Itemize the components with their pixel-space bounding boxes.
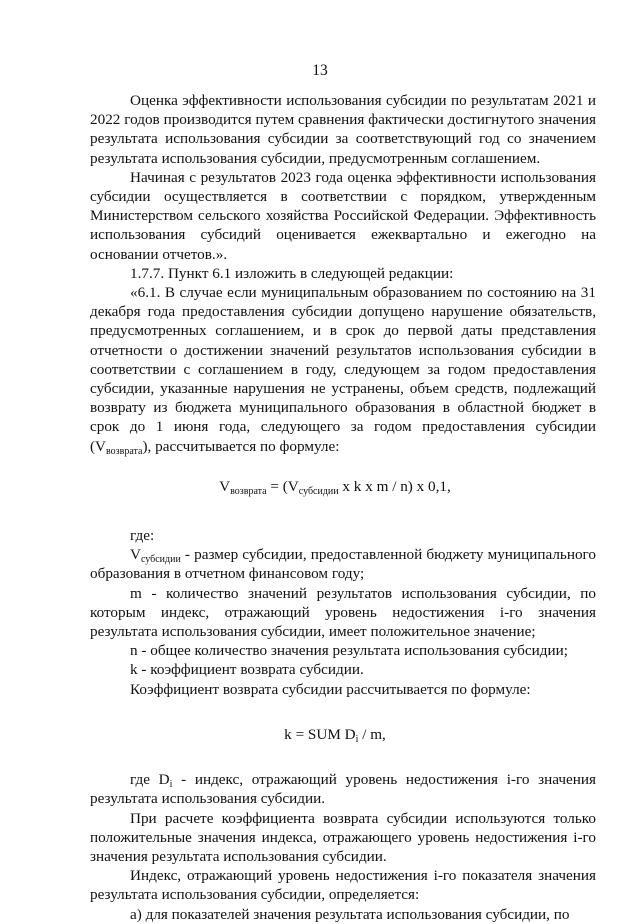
where-label: где: (130, 527, 155, 545)
formula-return-volume: $V_{возврата} = (V_{субсидии}$ x k x m / n) x 0,1, (219, 477, 451, 497)
page-number: 13 (312, 62, 328, 79)
coefficient-intro: Коэффициент возврата субсидии рассчитывается по формуле: (130, 680, 531, 698)
paragraph-efficiency-2021-2022: Оценка эффективности использования субсидии по результатам 2021 и 2022 годов производится путем сравнения фактически достигнутого значения результата использования субсидии за соответствующий год со значением результата использования субсидии, предусмотренным соглашением. (90, 92, 596, 167)
paragraph-clause-1-7-7: 1.7.7. Пункт 6.1 изложить в следующей редакции: (130, 264, 454, 282)
definition-n: n - общее количество значения результата использования субсидии; (130, 642, 568, 660)
formula-coefficient: k = SUM $D_i$ / m, (284, 725, 386, 745)
subscript-return: возврата (106, 445, 143, 457)
paragraph-efficiency-2023: Начиная с результатов 2023 года оценка эффективности использования субсидии осуществляется в соответствии с порядком, утвержденным Министерством сельского хозяйства Российской Федерации. Эффективность использования субсидий оценивается ежеквартально и ежегодно на основании отчетов.». (90, 168, 596, 263)
paragraph-index-definition: Индекс, отражающий уровень недостижения i-го показателя значения результата использования субсидии, определяется: (90, 867, 596, 904)
definition-k: k - коэффициент возврата субсидии. (130, 661, 364, 679)
definition-v-subsidy: $V_{субсидии}$ - размер субсидии, предоставленной бюджету муниципального образования в отчетном финансовом году; (90, 546, 596, 583)
definition-d-index: где $D_i$ - индекс, отражающий уровень недостижения i-го значения результата использования субсидии. (90, 771, 596, 808)
paragraph-item-a: а) для показателей значения результата использования субсидии, по (130, 905, 570, 923)
paragraph-positive-values: При расчете коэффициента возврата субсидии используются только положительные значения индекса, отражающего уровень недостижения i-го значения результата использования субсидии. (90, 809, 596, 865)
document-body (90, 91, 596, 924)
definition-m: m - количество значений результатов использования субсидии, по которым индекс, отражающий уровень недостижения i-го значения результата использования субсидии, имеет положительное значение; (90, 584, 596, 641)
paragraph-clause-6-1: «6.1. В случае если муниципальным образованием по состоянию на 31 декабря года предоставления субсидии допущено нарушение обязательств, предусмотренных соглашением, и в срок до первой даты представления отчетности о достижении значений результатов использования субсидии в соответствии с соглашением в году, следующем за годом предоставления субсидии, указанные нарушения не устранены, объем средств, подлежащий возврату из бюджета муниципального образования в областной бюджет в срок до 1 июня года, следующего за годом предоставления субсидии $(V_{возврата})$, рассчитывается по формуле: (90, 284, 596, 457)
